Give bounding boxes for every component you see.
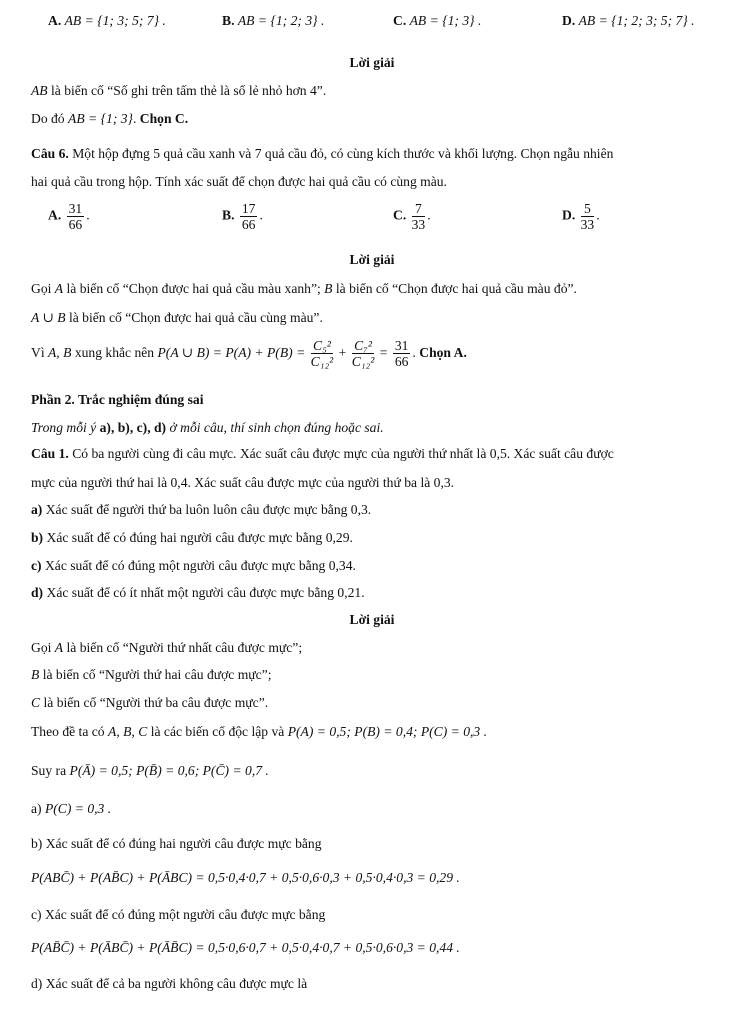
- numerator: 5: [581, 201, 595, 217]
- q6-solution-line-1: [31, 280, 577, 298]
- instruction-items: a), b), c), d): [99, 420, 167, 435]
- solution-text: Gọi: [31, 281, 52, 296]
- instruction-text: Trong mỗi ý: [31, 420, 97, 435]
- numerator: 17: [241, 201, 256, 216]
- question-label: Câu 6.: [31, 146, 69, 161]
- operator: =: [379, 345, 388, 360]
- math-expression: AB = {1; 3}: [68, 111, 133, 126]
- solution-text: là biến cố “Chọn được hai quả cầu cùng màu”.: [68, 310, 323, 325]
- numerator: C₅²: [311, 338, 334, 354]
- fraction: [67, 201, 85, 232]
- math-var: B: [324, 281, 333, 296]
- math-var: B: [31, 667, 40, 682]
- prev-solution-line-1: [31, 82, 326, 100]
- math-expression: A ∪ B: [31, 310, 66, 325]
- question-6-line-1: [31, 145, 613, 163]
- question-1-line-2: [31, 474, 454, 492]
- prev-option-b: [222, 12, 324, 30]
- math-var: AB: [31, 83, 48, 98]
- punctuation: .: [412, 345, 416, 360]
- q1-item-a: [31, 501, 371, 519]
- question-text: hai quả cầu trong hộp. Tính xác suất để chọn được hai quả cầu có cùng màu.: [31, 174, 447, 189]
- q1-item-c: [31, 557, 356, 575]
- numerator: 31: [68, 201, 83, 216]
- math-var: A, B: [48, 345, 72, 360]
- numerator: 7: [412, 201, 426, 217]
- denominator: 33: [411, 217, 426, 232]
- numerator: 31: [394, 338, 409, 354]
- math-expression: P(A ∪ B) = P(A) + P(B) =: [157, 345, 306, 360]
- q1-solution-line-9: [31, 906, 325, 924]
- question-text: mực của người thứ hai là 0,4. Xác suất câu được mực của người thứ ba là 0,3.: [31, 475, 455, 490]
- item-label: c): [31, 558, 42, 573]
- option-letter: B.: [222, 13, 235, 28]
- prev-option-c: [393, 12, 481, 30]
- solution-heading: Lời giải: [349, 252, 395, 267]
- solution-heading: Lời giải: [349, 55, 395, 70]
- q1-solution-line-1: [31, 639, 302, 657]
- option-text: AB = {1; 3; 5; 7} .: [64, 13, 166, 28]
- answer-choice: Chọn C.: [139, 111, 189, 126]
- q1-solution-line-10: [31, 939, 460, 957]
- math-var: A: [54, 281, 64, 296]
- question-text: Một hộp đựng 5 quả cầu xanh và 7 quả cầu đỏ, có cùng kích thước và khối lượng. Chọn ngẫu nhiên: [72, 146, 614, 161]
- solution-text: là biến cố “Người thứ ba câu được mực”.: [43, 695, 269, 710]
- q6-solution-line-3: [31, 338, 467, 369]
- q6-option-c: C. $\frac{7}{33}$ .: [393, 201, 431, 232]
- math-var: A, B, C: [108, 724, 148, 739]
- denominator: 66: [394, 354, 409, 370]
- option-text: AB = {1; 2; 3; 5; 7} .: [578, 13, 695, 28]
- q1-solution-line-3: [31, 694, 268, 712]
- solution-text: là biến cố “Số ghi trên tấm thẻ là số lẻ nhỏ hơn 4”.: [51, 83, 327, 98]
- math-expression: P(AB̄C̄) + P(ĀBC̄) + P(ĀB̄C) = 0,5·0,6·0,7 + 0,5·0,4·0,7 + 0,5·0,6·0,3 = 0,44 .: [31, 940, 460, 955]
- option-letter: A.: [48, 207, 62, 223]
- solution-text: Gọi: [31, 640, 52, 655]
- answer-choice: Chọn A.: [419, 345, 467, 360]
- question-label: Câu 1.: [31, 446, 69, 461]
- item-text: Xác suất để người thứ ba luôn luôn câu được mực bằng 0,3.: [45, 502, 372, 517]
- q1-solution-line-11: [31, 975, 307, 993]
- option-letter: D.: [562, 13, 576, 28]
- prev-option-d: [562, 12, 695, 30]
- item-text: Xác suất để có đúng hai người câu được mực bằng 0,29.: [46, 530, 353, 545]
- solution-heading: Lời giải: [349, 612, 395, 627]
- option-letter: C.: [393, 207, 407, 223]
- solution-text: là biến cố “Chọn được hai quả cầu màu xanh”;: [66, 281, 321, 296]
- numerator: C₇²: [352, 338, 375, 354]
- option-text: AB = {1; 3} .: [409, 13, 482, 28]
- solution-text: là biến cố “Người thứ nhất câu được mực”;: [66, 640, 303, 655]
- solution-text: c) Xác suất để có đúng một người câu được mực bằng: [31, 907, 326, 922]
- punctuation: .: [132, 111, 137, 126]
- instruction-text: ở mỗi câu, thí sinh chọn đúng hoặc sai.: [169, 420, 384, 435]
- fraction: [240, 201, 258, 232]
- q1-item-d: [31, 584, 365, 602]
- part-2-instructions: [31, 419, 384, 437]
- q1-solution-line-4: [31, 723, 487, 741]
- solution-text: là các biến cố độc lập và: [150, 724, 285, 739]
- question-1-line-1: [31, 445, 614, 463]
- math-expression: P(A) = 0,5; P(B) = 0,4; P(C) = 0,3 .: [287, 724, 487, 739]
- q1-solution-line-2: [31, 666, 272, 684]
- fraction: [581, 201, 595, 232]
- fraction: [311, 338, 334, 369]
- q1-solution-line-7: [31, 835, 322, 853]
- prev-option-a: [48, 12, 166, 30]
- option-letter: B.: [222, 207, 235, 223]
- q1-item-b: [31, 529, 353, 547]
- q6-solution-line-2: [31, 309, 323, 327]
- option-text: AB = {1; 2; 3} .: [237, 13, 325, 28]
- math-expression: P(Ā) = 0,5; P(B̄) = 0,6; P(C̄) = 0,7 .: [69, 763, 269, 778]
- solution-text: xung khắc nên: [74, 345, 155, 360]
- item-text: Xác suất để có ít nhất một người câu được mực bằng 0,21.: [46, 585, 365, 600]
- question-text: Có ba người cùng đi câu mực. Xác suất câu được mực của người thứ nhất là 0,5. Xác suất câu được: [72, 446, 614, 461]
- solution-text: Do đó: [31, 111, 65, 126]
- math-expression: P(ABC̄) + P(AB̄C) + P(ĀBC) = 0,5·0,4·0,7 + 0,5·0,6·0,3 + 0,5·0,4·0,3 = 0,29 .: [31, 870, 460, 885]
- denominator: C₁₂²: [310, 354, 334, 370]
- solution-text: Theo đề ta có: [31, 724, 105, 739]
- solution-text: là biến cố “Chọn được hai quả cầu màu đỏ”.: [335, 281, 577, 296]
- math-var: A: [54, 640, 64, 655]
- option-letter: D.: [562, 207, 576, 223]
- question-6-line-2: [31, 173, 447, 191]
- option-letter: A.: [48, 13, 62, 28]
- item-label: a): [31, 502, 43, 517]
- denominator: 66: [68, 217, 83, 232]
- item-text: Xác suất để có đúng một người câu được mực bằng 0,34.: [44, 558, 356, 573]
- solution-text: d) Xác suất để cả ba người không câu được mực là: [31, 976, 308, 991]
- item-label: b): [31, 530, 44, 545]
- item-label: a): [31, 801, 42, 816]
- fraction: [393, 338, 411, 369]
- denominator: 33: [580, 217, 595, 232]
- q1-solution-line-8: [31, 869, 460, 887]
- solution-text: Vì: [31, 345, 45, 360]
- solution-text: là biến cố “Người thứ hai câu được mực”;: [42, 667, 272, 682]
- denominator: 66: [241, 217, 256, 232]
- solution-text: b) Xác suất để có đúng hai người câu được mực bằng: [31, 836, 322, 851]
- prev-solution-line-2: [31, 110, 188, 128]
- q6-option-b: B. $\frac{17}{66}$ .: [222, 201, 263, 232]
- part-2-heading: Phần 2. Trắc nghiệm đúng sai: [31, 392, 204, 407]
- q6-option-a: A. $\frac{31}{66}$ .: [48, 201, 90, 232]
- fraction: [352, 338, 375, 369]
- fraction: [412, 201, 426, 232]
- option-letter: C.: [393, 13, 407, 28]
- denominator: C₁₂²: [351, 354, 375, 370]
- q1-solution-line-5: [31, 762, 269, 780]
- math-var: C: [31, 695, 41, 710]
- q6-option-d: D. $\frac{5}{33}$ .: [562, 201, 600, 232]
- operator: +: [338, 345, 347, 360]
- q1-solution-line-6: [31, 800, 111, 818]
- solution-text: Suy ra: [31, 763, 67, 778]
- item-label: d): [31, 585, 44, 600]
- math-expression: P(C) = 0,3 .: [44, 801, 112, 816]
